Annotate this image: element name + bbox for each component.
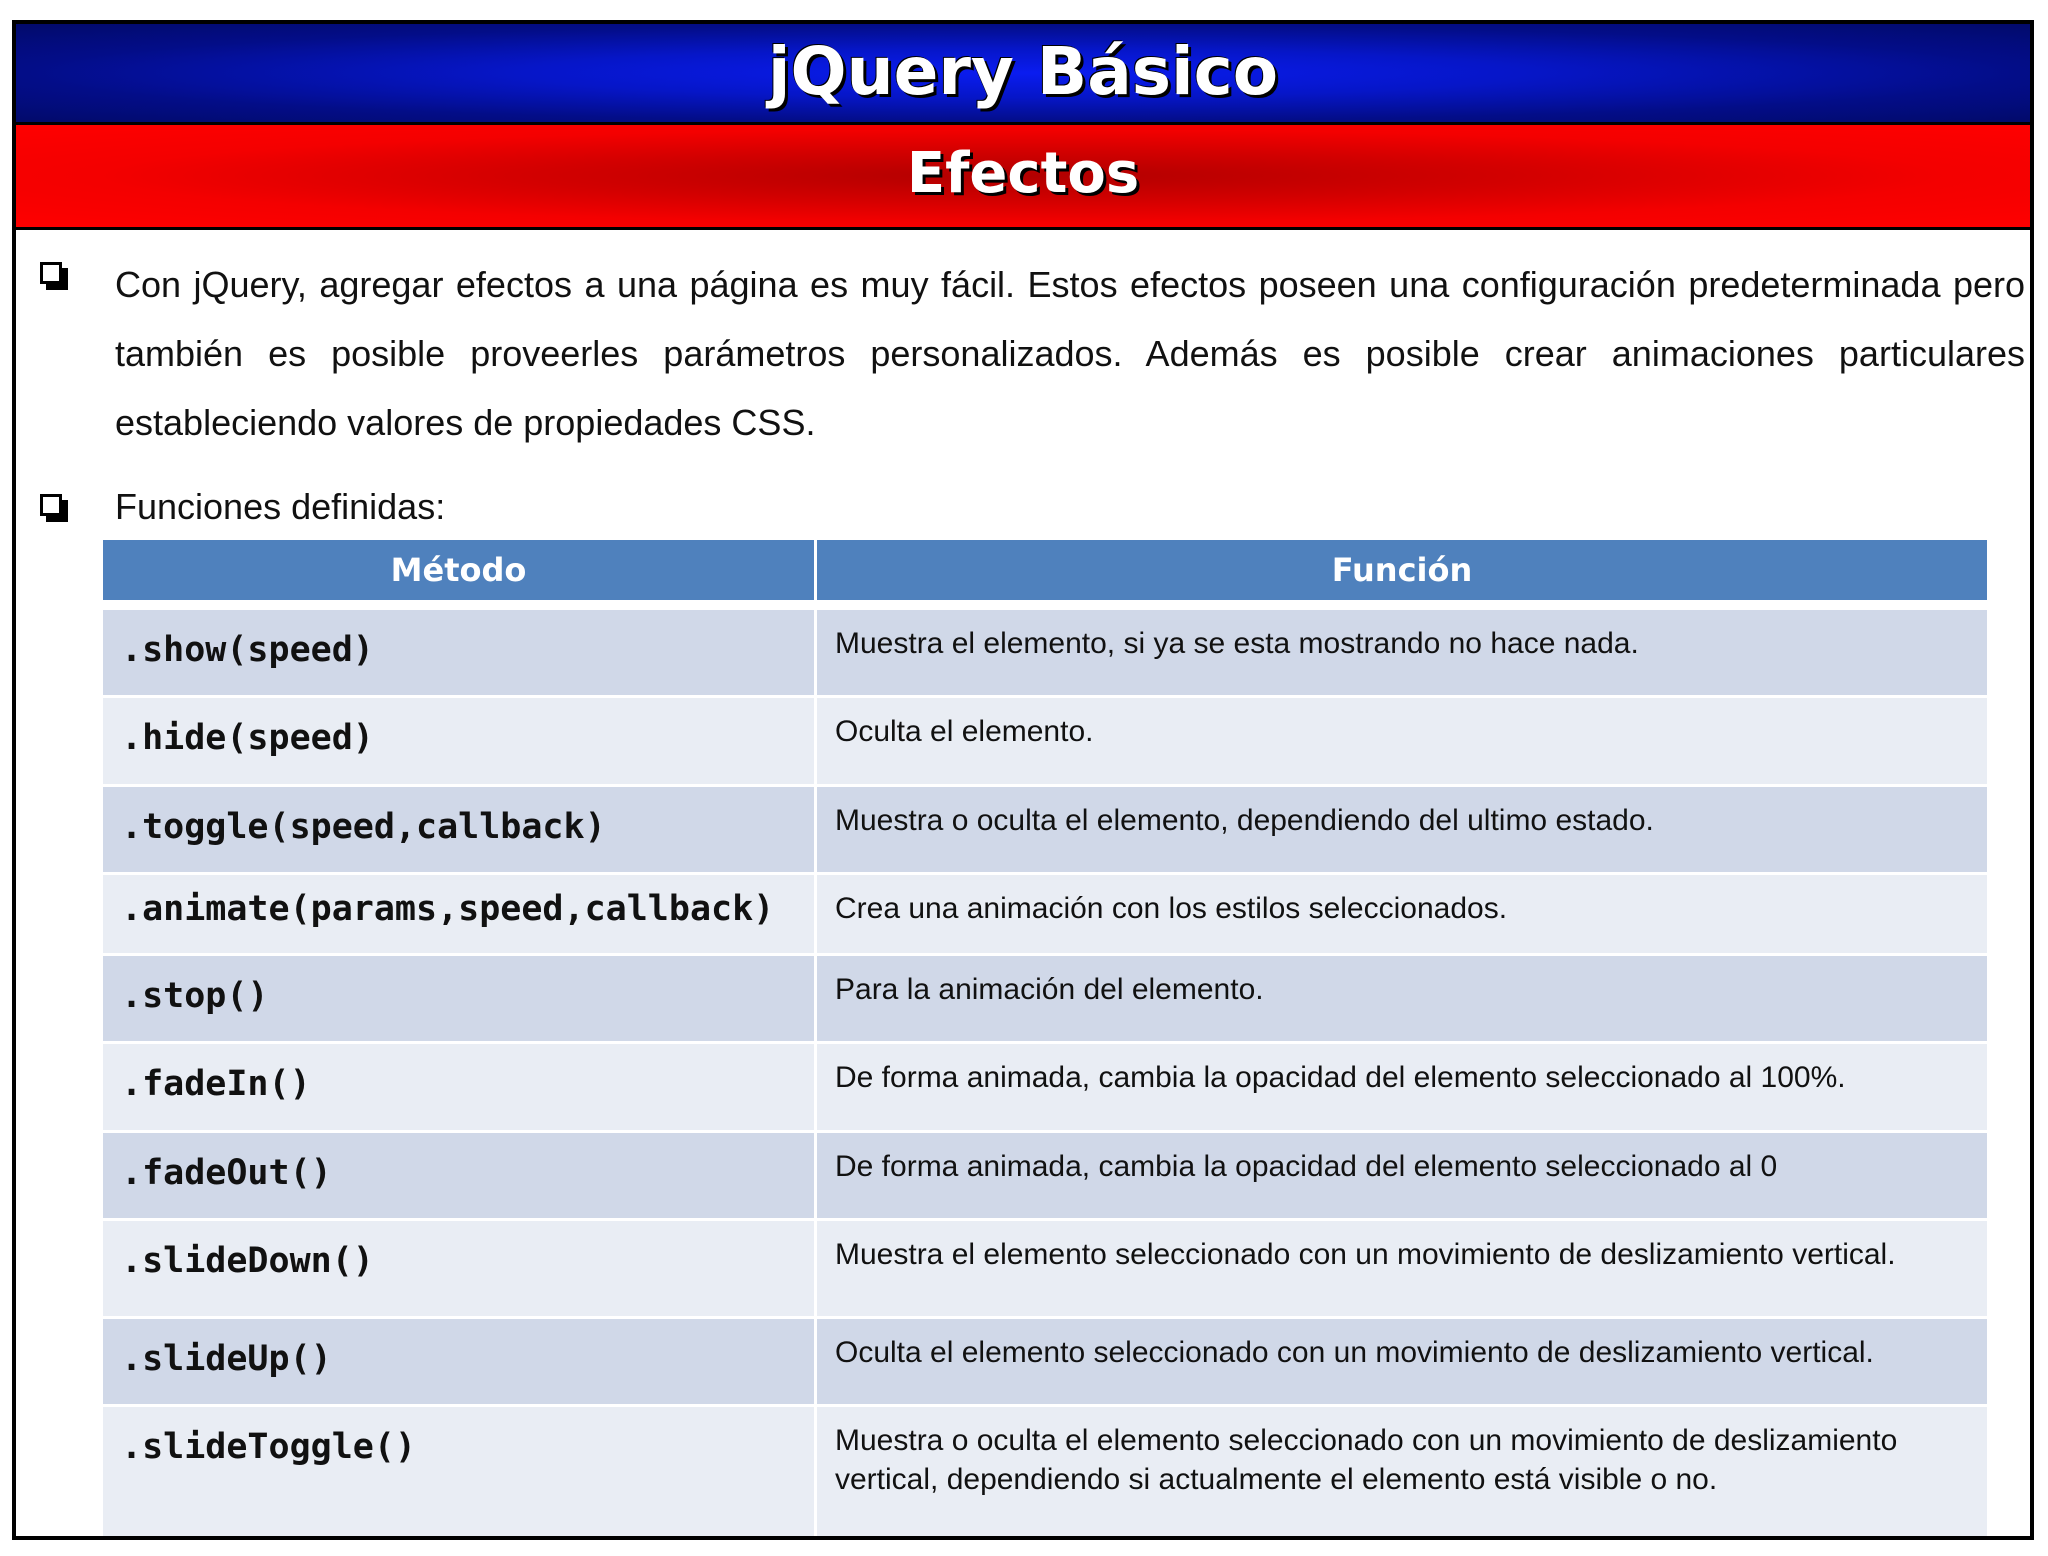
function-cell: Para la animación del elemento. — [816, 955, 1989, 1043]
method-cell: .fadeOut() — [102, 1132, 816, 1220]
table-header-row — [102, 539, 1989, 602]
method-cell: .hide(speed) — [102, 697, 816, 786]
method-cell: .slideUp() — [102, 1318, 816, 1406]
table-row — [102, 1220, 1989, 1318]
square-bullet-icon — [40, 262, 70, 292]
square-bullet-icon — [40, 494, 70, 524]
function-cell: Oculta el elemento. — [816, 697, 1989, 786]
function-cell: Muestra o oculta el elemento, dependiendo del ultimo estado. — [816, 786, 1989, 874]
methods-table — [100, 537, 1990, 1540]
table-row — [102, 609, 1989, 697]
method-cell: .show(speed) — [102, 609, 816, 697]
function-cell: Muestra o oculta el elemento seleccionado con un movimiento de deslizamiento vertical, dependiendo si actualmente el elemento está visible o no. — [816, 1406, 1989, 1541]
intro-paragraph: Con jQuery, agregar efectos a una página es muy fácil. Estos efectos poseen una configuración predeterminada pero también es posible proveerles parámetros personalizados. Además es posible crear animaciones particulares estableciendo valores de propiedades CSS. — [115, 264, 2025, 443]
slide — [12, 20, 2034, 1540]
function-cell: Oculta el elemento seleccionado con un movimiento de deslizamiento vertical. — [816, 1318, 1989, 1406]
method-cell: .slideToggle() — [102, 1406, 816, 1541]
table-row — [102, 786, 1989, 874]
table-row — [102, 697, 1989, 786]
method-cell: .toggle(speed,callback) — [102, 786, 816, 874]
method-cell: .slideDown() — [102, 1220, 816, 1318]
method-cell: .stop() — [102, 955, 816, 1043]
function-cell: De forma animada, cambia la opacidad del elemento seleccionado al 0 — [816, 1132, 1989, 1220]
functions-label: Funciones definidas: — [115, 486, 446, 527]
subtitle-bar — [16, 125, 2030, 230]
table-row — [102, 955, 1989, 1043]
header-funcion: Función — [816, 539, 1989, 602]
page-title: jQuery Básico — [767, 33, 1279, 110]
section-subtitle: Efectos — [906, 141, 1140, 206]
table-row — [102, 1043, 1989, 1132]
method-cell: .animate(params,speed,callback) — [102, 874, 816, 955]
function-cell: Muestra el elemento seleccionado con un movimiento de deslizamiento vertical. — [816, 1220, 1989, 1318]
function-cell: De forma animada, cambia la opacidad del elemento seleccionado al 100%. — [816, 1043, 1989, 1132]
table-row — [102, 1406, 1989, 1541]
title-bar — [16, 24, 2030, 125]
table-row — [102, 874, 1989, 955]
table-row — [102, 1132, 1989, 1220]
function-cell: Crea una animación con los estilos seleccionados. — [816, 874, 1989, 955]
method-cell: .fadeIn() — [102, 1043, 816, 1132]
header-metodo: Método — [102, 539, 816, 602]
table-row — [102, 1318, 1989, 1406]
function-cell: Muestra el elemento, si ya se esta mostrando no hace nada. — [816, 609, 1989, 697]
